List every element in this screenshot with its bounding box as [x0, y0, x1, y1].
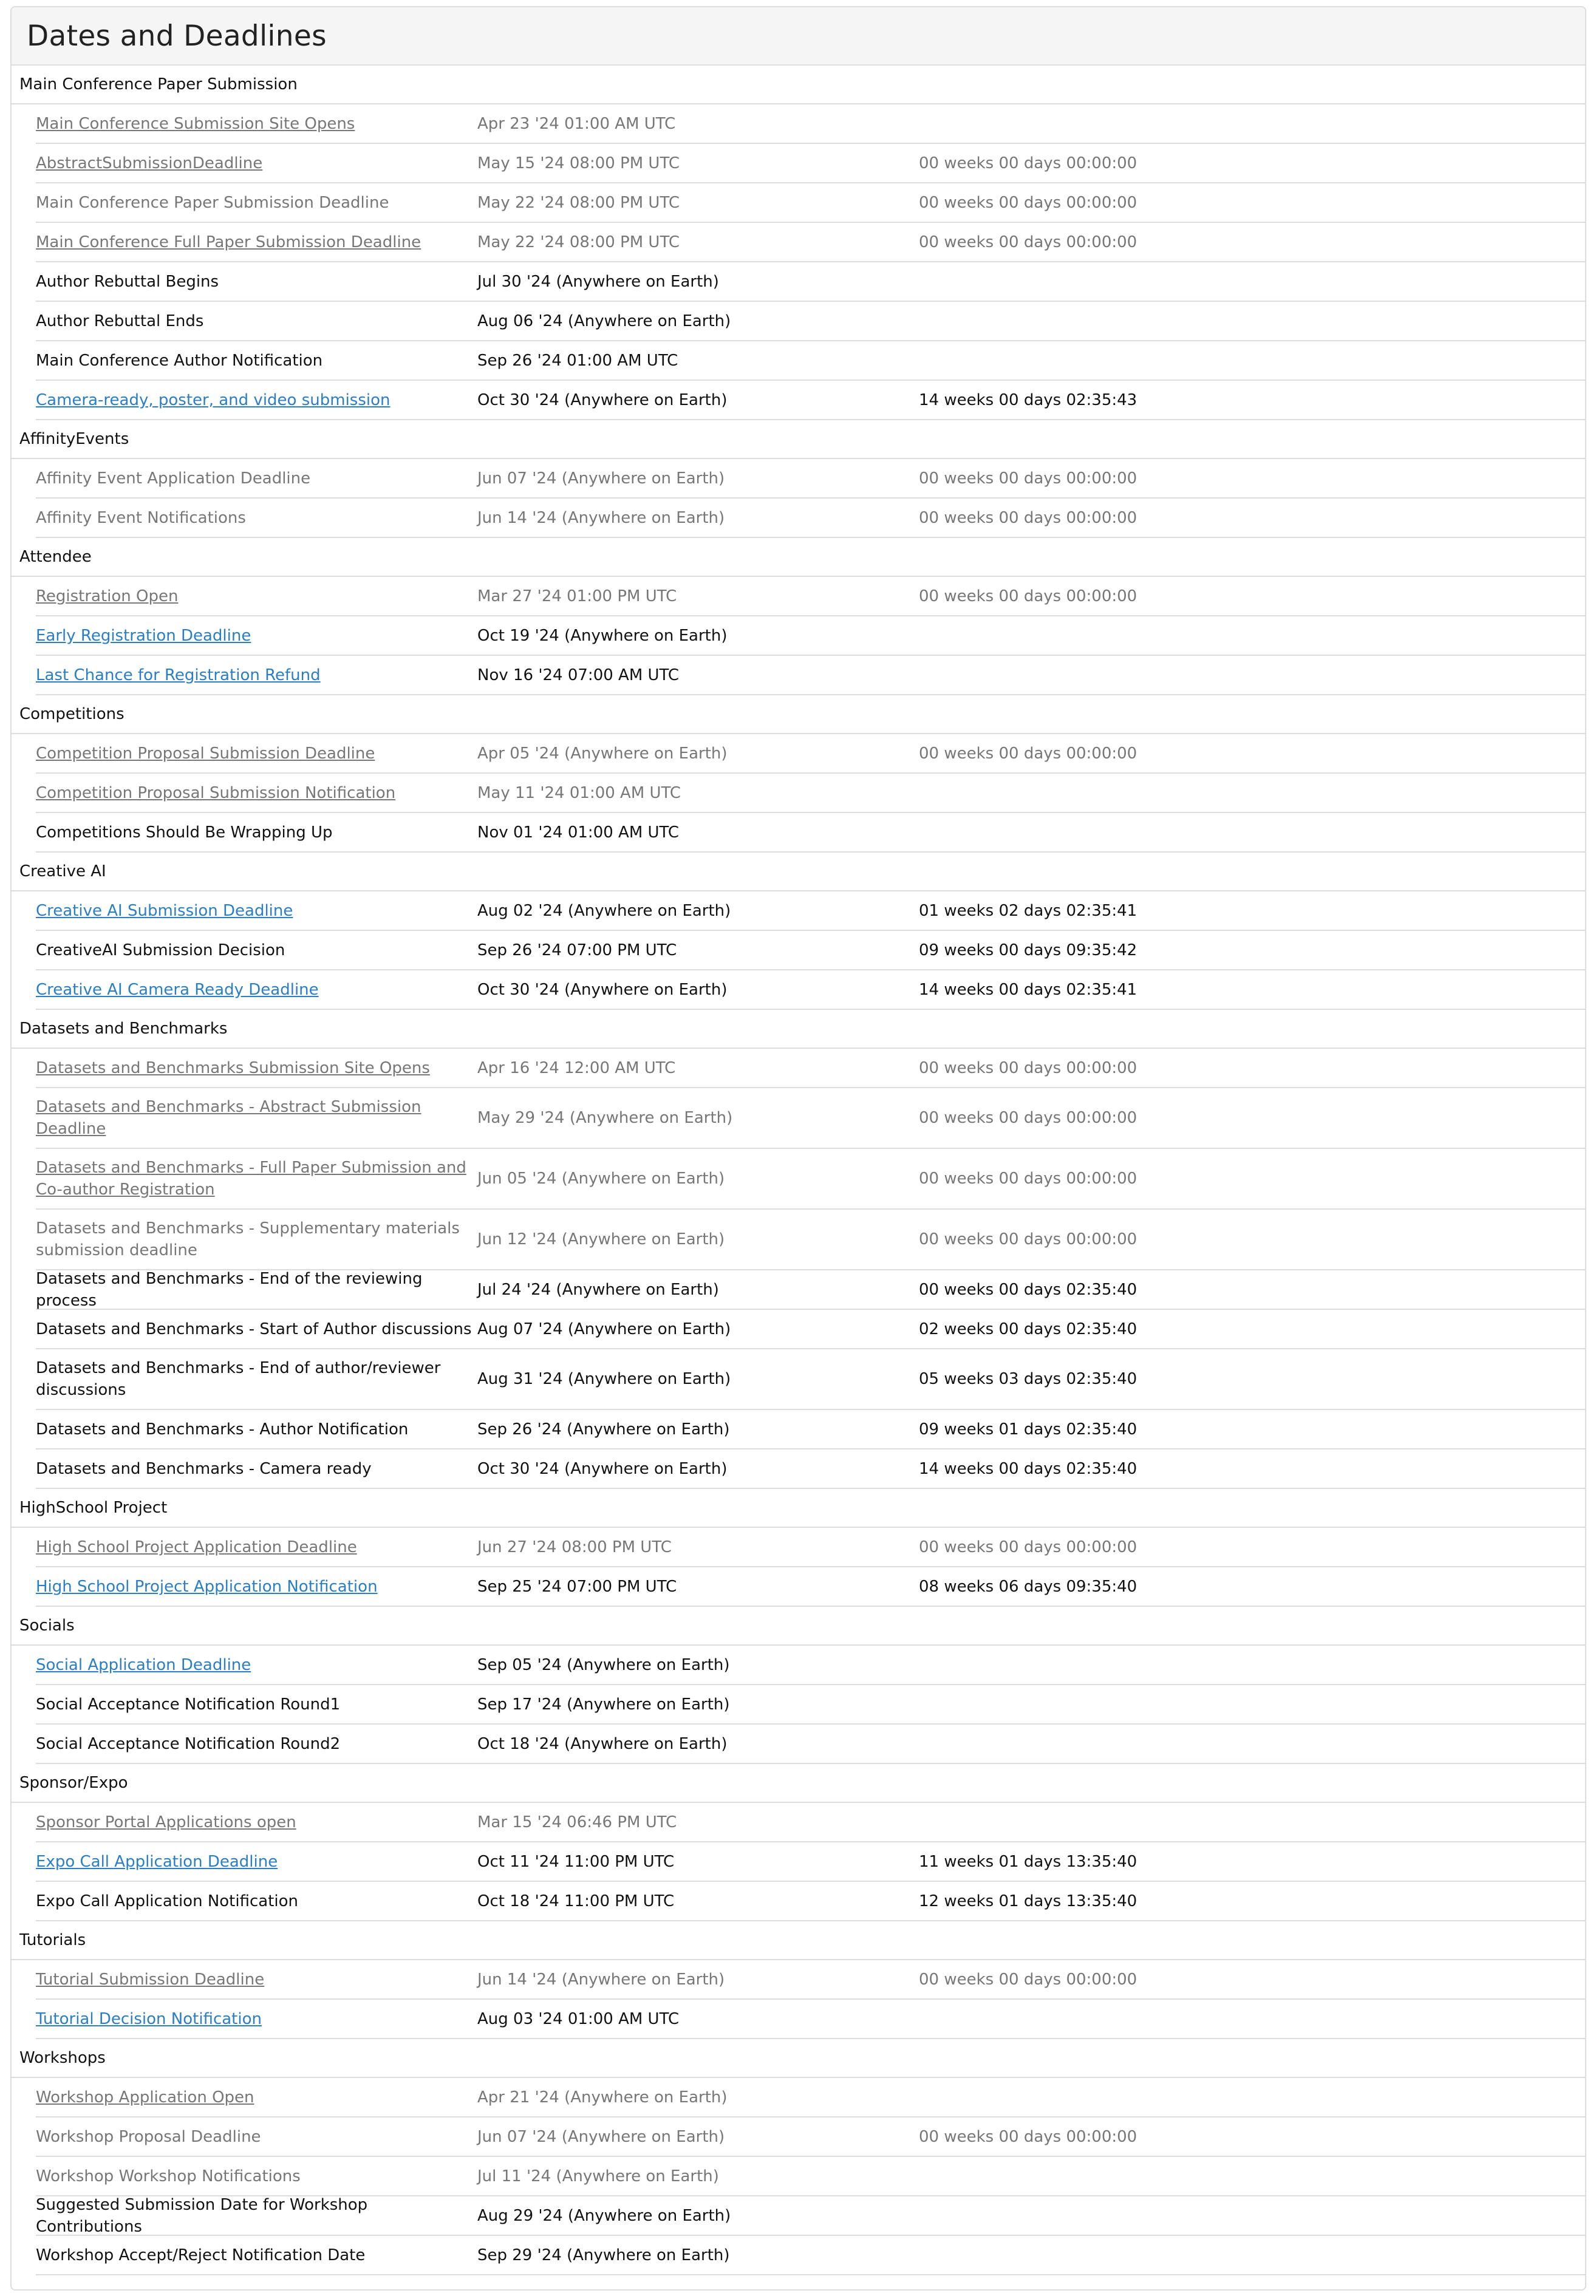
deadline-name-cell — [36, 2165, 477, 2187]
group-heading: AffinityEvents — [12, 420, 1585, 459]
deadline-link[interactable]: High School Project Application Deadline — [36, 1538, 357, 1556]
deadline-date: May 22 '24 08:00 PM UTC — [477, 233, 680, 251]
deadline-date: Aug 31 '24 (Anywhere on Earth) — [477, 1370, 731, 1388]
deadline-name-cell — [36, 1694, 477, 1715]
time-remaining: 00 weeks 00 days 00:00:00 — [919, 1230, 1137, 1248]
deadline-row — [36, 1149, 1585, 1210]
deadline-label: Datasets and Benchmarks - End of author/reviewer discussions — [36, 1359, 441, 1399]
deadline-label: Affinity Event Notifications — [36, 508, 246, 527]
deadline-label: Datasets and Benchmarks - End of the reviewing process — [36, 1269, 423, 1310]
deadline-link[interactable]: High School Project Application Notification — [36, 1577, 378, 1596]
deadline-row — [36, 1088, 1585, 1149]
deadline-name-cell — [36, 1969, 477, 1991]
deadline-label: Author Rebuttal Begins — [36, 272, 219, 291]
deadline-link[interactable]: Main Conference Full Paper Submission Deadline — [36, 233, 421, 251]
deadline-row — [36, 1803, 1585, 1842]
deadline-link[interactable]: Last Chance for Registration Refund — [36, 666, 321, 684]
deadline-label: Datasets and Benchmarks - Supplementary materials submission deadline — [36, 1219, 460, 1259]
deadline-date: Mar 27 '24 01:00 PM UTC — [477, 587, 677, 605]
deadline-name-cell — [36, 1536, 477, 1558]
deadline-link[interactable]: Early Registration Deadline — [36, 626, 251, 645]
deadline-name-cell — [36, 1318, 477, 1340]
deadline-row — [36, 459, 1585, 499]
deadline-date: Jun 05 '24 (Anywhere on Earth) — [477, 1170, 725, 1188]
group-rows — [36, 1960, 1585, 2039]
time-remaining: 00 weeks 00 days 00:00:00 — [919, 744, 1137, 763]
deadline-link[interactable]: Registration Open — [36, 587, 179, 605]
deadline-name-cell — [36, 1851, 477, 1873]
time-remaining: 00 weeks 00 days 00:00:00 — [919, 508, 1137, 527]
deadline-row — [36, 1725, 1585, 1764]
deadline-link[interactable]: Tutorial Decision Notification — [36, 2009, 262, 2028]
deadline-row — [36, 656, 1585, 695]
deadline-date: May 29 '24 (Anywhere on Earth) — [477, 1109, 733, 1127]
deadline-date: Sep 29 '24 (Anywhere on Earth) — [477, 2246, 730, 2264]
deadline-groups — [12, 66, 1585, 2275]
deadline-name-cell — [36, 2194, 477, 2238]
group-rows — [36, 459, 1585, 538]
time-remaining: 00 weeks 00 days 00:00:00 — [919, 469, 1137, 488]
deadline-row — [36, 616, 1585, 656]
deadline-name-cell — [36, 900, 477, 922]
deadline-date: Apr 05 '24 (Anywhere on Earth) — [477, 744, 728, 763]
deadline-date: Oct 18 '24 11:00 PM UTC — [477, 1892, 675, 1910]
deadline-row — [36, 1310, 1585, 1349]
deadline-link[interactable]: Creative AI Submission Deadline — [36, 901, 293, 920]
time-remaining: 01 weeks 02 days 02:35:41 — [919, 901, 1137, 920]
deadline-row — [36, 302, 1585, 341]
deadline-label: Social Acceptance Notification Round2 — [36, 1734, 341, 1753]
deadline-link[interactable]: Creative AI Camera Ready Deadline — [36, 980, 319, 999]
deadline-row — [36, 813, 1585, 853]
time-remaining: 00 weeks 00 days 02:35:40 — [919, 1280, 1137, 1299]
group-rows — [36, 577, 1585, 695]
deadline-date: Oct 11 '24 11:00 PM UTC — [477, 1852, 675, 1871]
time-remaining: 00 weeks 00 days 00:00:00 — [919, 1109, 1137, 1127]
page-title: Dates and Deadlines — [27, 19, 327, 53]
deadline-row — [36, 341, 1585, 381]
deadline-row — [36, 1960, 1585, 2000]
deadline-row — [36, 891, 1585, 931]
deadline-row — [36, 1567, 1585, 1607]
deadline-date: Oct 30 '24 (Anywhere on Earth) — [477, 390, 728, 409]
group-heading: Attendee — [12, 538, 1585, 577]
time-remaining: 00 weeks 00 days 00:00:00 — [919, 1538, 1137, 1556]
deadline-date: May 11 '24 01:00 AM UTC — [477, 783, 681, 802]
deadline-date: Nov 16 '24 07:00 AM UTC — [477, 666, 680, 684]
deadline-date: Oct 30 '24 (Anywhere on Earth) — [477, 1459, 728, 1478]
deadline-link[interactable]: Expo Call Application Deadline — [36, 1852, 278, 1871]
deadline-name-cell — [36, 113, 477, 135]
deadline-row — [36, 734, 1585, 774]
time-remaining: 08 weeks 06 days 09:35:40 — [919, 1577, 1137, 1596]
deadline-row — [36, 2000, 1585, 2039]
deadline-name-cell — [36, 2126, 477, 2148]
deadline-name-cell — [36, 1458, 477, 1480]
time-remaining: 09 weeks 01 days 02:35:40 — [919, 1420, 1137, 1439]
deadline-date: Oct 18 '24 (Anywhere on Earth) — [477, 1734, 728, 1753]
deadline-date: Aug 07 '24 (Anywhere on Earth) — [477, 1320, 731, 1338]
group-heading: Sponsor/Expo — [12, 1764, 1585, 1803]
deadline-name-cell — [36, 1357, 477, 1401]
deadline-label: Main Conference Paper Submission Deadline — [36, 193, 389, 212]
deadline-name-cell — [36, 782, 477, 804]
time-remaining: 14 weeks 00 days 02:35:43 — [919, 390, 1137, 409]
group-heading: Datasets and Benchmarks — [12, 1010, 1585, 1049]
deadline-date: May 15 '24 08:00 PM UTC — [477, 154, 680, 172]
time-remaining: 00 weeks 00 days 00:00:00 — [919, 1170, 1137, 1188]
deadline-date: Jun 07 '24 (Anywhere on Earth) — [477, 2127, 725, 2146]
time-remaining: 00 weeks 00 days 00:00:00 — [919, 1970, 1137, 1989]
deadline-label: Suggested Submission Date for Workshop Contributions — [36, 2195, 368, 2236]
deadline-date: Jul 11 '24 (Anywhere on Earth) — [477, 2167, 719, 2185]
deadline-link[interactable]: Sponsor Portal Applications open — [36, 1813, 296, 1831]
deadline-name-cell — [36, 1576, 477, 1598]
deadline-label: Affinity Event Application Deadline — [36, 469, 311, 488]
deadline-date: Apr 21 '24 (Anywhere on Earth) — [477, 2088, 728, 2107]
deadline-date: Aug 02 '24 (Anywhere on Earth) — [477, 901, 731, 920]
deadline-name-cell — [36, 192, 477, 214]
deadline-date: Oct 30 '24 (Anywhere on Earth) — [477, 980, 728, 999]
deadline-date: Sep 26 '24 01:00 AM UTC — [477, 351, 678, 370]
deadline-name-cell — [36, 310, 477, 332]
deadline-link[interactable]: AbstractSubmissionDeadline — [36, 154, 263, 172]
group-rows — [36, 1803, 1585, 1921]
time-remaining: 14 weeks 00 days 02:35:41 — [919, 980, 1137, 999]
deadline-link[interactable]: Datasets and Benchmarks Submission Site Opens — [36, 1058, 430, 1077]
group-rows — [36, 1049, 1585, 1489]
deadline-row — [36, 2117, 1585, 2157]
time-remaining: 11 weeks 01 days 13:35:40 — [919, 1852, 1137, 1871]
dates-panel — [10, 6, 1586, 2291]
deadline-name-cell — [36, 1419, 477, 1440]
deadline-label: Main Conference Author Notification — [36, 351, 323, 370]
deadline-date: Aug 03 '24 01:00 AM UTC — [477, 2009, 680, 2028]
time-remaining: 00 weeks 00 days 00:00:00 — [919, 1058, 1137, 1077]
deadline-row — [36, 1882, 1585, 1921]
deadline-name-cell — [36, 231, 477, 253]
deadline-date: Jun 27 '24 08:00 PM UTC — [477, 1538, 672, 1556]
deadline-row — [36, 2157, 1585, 2196]
deadline-link[interactable]: Main Conference Submission Site Opens — [36, 114, 355, 133]
deadline-date: Aug 29 '24 (Anywhere on Earth) — [477, 2206, 731, 2225]
deadline-row — [36, 262, 1585, 302]
deadline-row — [36, 2196, 1585, 2236]
deadline-row — [36, 144, 1585, 183]
deadline-label: Datasets and Benchmarks - Start of Author discussions — [36, 1320, 472, 1338]
deadline-name-cell — [36, 271, 477, 293]
deadline-date: Aug 06 '24 (Anywhere on Earth) — [477, 312, 731, 330]
panel-header — [12, 7, 1585, 66]
deadline-label: Workshop Proposal Deadline — [36, 2127, 261, 2146]
deadline-link[interactable]: Competition Proposal Submission Deadline — [36, 744, 375, 763]
deadline-link[interactable]: Datasets and Benchmarks - Full Paper Submission and Co-author Registration — [36, 1159, 466, 1199]
deadline-row — [36, 1685, 1585, 1725]
deadline-date: Apr 23 '24 01:00 AM UTC — [477, 114, 676, 133]
deadline-date: Jul 24 '24 (Anywhere on Earth) — [477, 1280, 719, 1299]
deadline-name-cell — [36, 743, 477, 765]
time-remaining: 05 weeks 03 days 02:35:40 — [919, 1370, 1137, 1388]
deadline-date: Jun 14 '24 (Anywhere on Earth) — [477, 1970, 725, 1989]
deadline-label: CreativeAI Submission Decision — [36, 941, 285, 959]
deadline-name-cell — [36, 979, 477, 1001]
group-heading: Socials — [12, 1607, 1585, 1646]
time-remaining: 00 weeks 00 days 00:00:00 — [919, 2127, 1137, 2146]
group-heading: Tutorials — [12, 1921, 1585, 1960]
deadline-label: Workshop Workshop Notifications — [36, 2167, 301, 2185]
deadline-date: May 22 '24 08:00 PM UTC — [477, 193, 680, 212]
deadline-link[interactable]: Datasets and Benchmarks - Abstract Submission Deadline — [36, 1098, 421, 1138]
deadline-row — [36, 774, 1585, 813]
deadline-name-cell — [36, 1057, 477, 1079]
deadline-row — [36, 2078, 1585, 2117]
deadline-name-cell — [36, 1157, 477, 1201]
group-heading: Workshops — [12, 2039, 1585, 2078]
deadline-name-cell — [36, 822, 477, 843]
deadline-name-cell — [36, 664, 477, 686]
deadline-date: Apr 16 '24 12:00 AM UTC — [477, 1058, 676, 1077]
deadline-date: Oct 19 '24 (Anywhere on Earth) — [477, 626, 728, 645]
deadline-name-cell — [36, 1096, 477, 1140]
time-remaining: 00 weeks 00 days 00:00:00 — [919, 233, 1137, 251]
deadline-row — [36, 931, 1585, 970]
deadline-row — [36, 1646, 1585, 1685]
deadline-name-cell — [36, 939, 477, 961]
deadline-date: Nov 01 '24 01:00 AM UTC — [477, 823, 680, 842]
group-heading: HighSchool Project — [12, 1489, 1585, 1528]
deadline-date: Jun 14 '24 (Anywhere on Earth) — [477, 508, 725, 527]
deadline-row — [36, 499, 1585, 538]
deadline-row — [36, 381, 1585, 420]
deadline-name-cell — [36, 1733, 477, 1755]
deadline-link[interactable]: Camera-ready, poster, and video submission — [36, 390, 390, 409]
deadline-date: Jun 12 '24 (Anywhere on Earth) — [477, 1230, 725, 1248]
deadline-row — [36, 1349, 1585, 1410]
deadline-row — [36, 223, 1585, 262]
deadline-name-cell — [36, 1268, 477, 1312]
deadline-row — [36, 2236, 1585, 2275]
deadline-label: Competitions Should Be Wrapping Up — [36, 823, 333, 842]
time-remaining: 09 weeks 00 days 09:35:42 — [919, 941, 1137, 959]
time-remaining: 02 weeks 00 days 02:35:40 — [919, 1320, 1137, 1338]
group-rows — [36, 104, 1585, 420]
deadline-label: Datasets and Benchmarks - Camera ready — [36, 1459, 372, 1478]
deadline-row — [36, 1842, 1585, 1882]
deadline-link[interactable]: Social Application Deadline — [36, 1655, 251, 1674]
deadline-row — [36, 104, 1585, 144]
deadline-date: Jul 30 '24 (Anywhere on Earth) — [477, 272, 719, 291]
deadline-name-cell — [36, 585, 477, 607]
deadline-link[interactable]: Competition Proposal Submission Notification — [36, 783, 396, 802]
group-rows — [36, 734, 1585, 853]
deadline-date: Sep 25 '24 07:00 PM UTC — [477, 1577, 677, 1596]
deadline-name-cell — [36, 1811, 477, 1833]
deadline-name-cell — [36, 1218, 477, 1261]
time-remaining: 00 weeks 00 days 00:00:00 — [919, 154, 1137, 172]
deadline-label: Workshop Accept/Reject Notification Date — [36, 2246, 366, 2264]
deadline-label: Expo Call Application Notification — [36, 1892, 299, 1910]
time-remaining: 14 weeks 00 days 02:35:40 — [919, 1459, 1137, 1478]
time-remaining: 00 weeks 00 days 00:00:00 — [919, 193, 1137, 212]
deadline-row — [36, 1410, 1585, 1449]
deadline-name-cell — [36, 625, 477, 647]
deadline-row — [36, 970, 1585, 1010]
deadline-date: Sep 26 '24 (Anywhere on Earth) — [477, 1420, 730, 1439]
group-heading: Creative AI — [12, 853, 1585, 891]
deadline-date: Sep 26 '24 07:00 PM UTC — [477, 941, 677, 959]
deadline-date: Mar 15 '24 06:46 PM UTC — [477, 1813, 677, 1831]
deadline-name-cell — [36, 152, 477, 174]
time-remaining: 00 weeks 00 days 00:00:00 — [919, 587, 1137, 605]
deadline-row — [36, 1210, 1585, 1270]
deadline-date: Sep 17 '24 (Anywhere on Earth) — [477, 1695, 730, 1714]
deadline-date: Sep 05 '24 (Anywhere on Earth) — [477, 1655, 730, 1674]
deadline-row — [36, 577, 1585, 616]
deadline-date: Jun 07 '24 (Anywhere on Earth) — [477, 469, 725, 488]
deadline-name-cell — [36, 1654, 477, 1676]
deadline-name-cell — [36, 1890, 477, 1912]
deadline-name-cell — [36, 2008, 477, 2030]
deadline-row — [36, 183, 1585, 223]
group-rows — [36, 2078, 1585, 2275]
deadline-row — [36, 1270, 1585, 1310]
deadline-name-cell — [36, 350, 477, 372]
deadline-link[interactable]: Tutorial Submission Deadline — [36, 1970, 265, 1989]
deadline-name-cell — [36, 468, 477, 489]
group-rows — [36, 1528, 1585, 1607]
group-rows — [36, 1646, 1585, 1764]
deadline-row — [36, 1528, 1585, 1567]
deadline-label: Author Rebuttal Ends — [36, 312, 204, 330]
group-heading: Competitions — [12, 695, 1585, 734]
deadline-name-cell — [36, 2086, 477, 2108]
deadline-label: Social Acceptance Notification Round1 — [36, 1695, 341, 1714]
deadline-row — [36, 1449, 1585, 1489]
deadline-link[interactable]: Workshop Application Open — [36, 2088, 254, 2107]
deadline-label: Datasets and Benchmarks - Author Notification — [36, 1420, 409, 1439]
group-rows — [36, 891, 1585, 1010]
deadline-name-cell — [36, 389, 477, 411]
time-remaining: 12 weeks 01 days 13:35:40 — [919, 1892, 1137, 1910]
deadline-name-cell — [36, 507, 477, 529]
deadline-row — [36, 1049, 1585, 1088]
group-heading: Main Conference Paper Submission — [12, 66, 1585, 104]
deadline-name-cell — [36, 2244, 477, 2266]
